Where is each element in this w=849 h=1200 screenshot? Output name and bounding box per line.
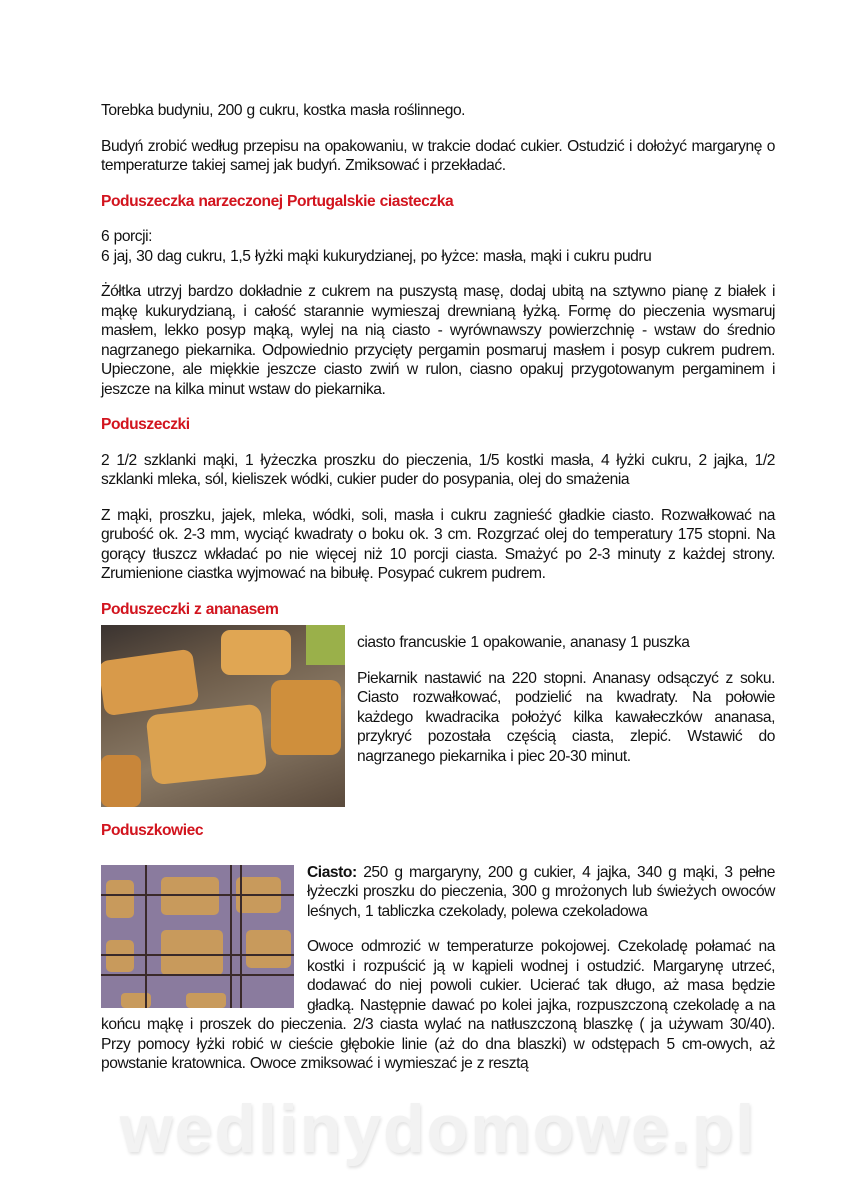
pineapple-pastry-photo: [101, 625, 345, 807]
recipe-row: [101, 625, 775, 807]
document: [101, 101, 775, 1166]
recipe-title: Poduszeczka narzeczonej Portugalskie ciasteczka: [101, 192, 454, 210]
watermark: wedlinydomowe.pl: [119, 1090, 757, 1167]
ingredients-text: 250 g margaryny, 200 g cukier, 4 jajka, 340 g mąki, 3 pełne łyżeczki proszku do pieczenia, 300 g mrożonych lub świeżych owoców leśnych, 1 tabliczka czekolady, polewa czekoladowa: [307, 863, 775, 920]
ingredients-label: Ciasto:: [307, 863, 357, 881]
recipe-title: Poduszeczki z ananasem: [101, 600, 279, 618]
recipe-body: [101, 863, 775, 1090]
recipe-servings: 6 porcji:: [101, 228, 153, 245]
recipe-ingredients: 6 jaj, 30 dag cukru, 1,5 łyżki mąki kukurydzianej, po łyżce: masła, mąki i cukru pudru: [101, 247, 652, 265]
recipe-method: Z mąki, proszku, jajek, mleka, wódki, soli, masła i cukru zagnieść gładkie ciasto. Rozwałkować na grubość ok. 2-3 mm, wyciąć kwadraty o boku ok. 3 cm. Rozgrzać olej do temperatury 175 stopni. Na gorący tłuszcz wkładać po nie więcej niż 10 porcji ciasta. Smażyć po 2-3 minuty z każdej strony. Zrumienione ciastka wyjmować na bibułę. Posypać cukrem pudrem.: [101, 506, 775, 582]
pastry-illustration: [101, 625, 345, 807]
poduszkowiec-cake-photo: [101, 865, 294, 1008]
recipe-ingredients: ciasto francuskie 1 opakowanie, ananasy 1 puszka: [357, 634, 690, 651]
recipe-text: [357, 625, 775, 766]
recipe-title: Poduszeczki: [101, 416, 190, 433]
intro-method: Budyń zrobić według przepisu na opakowaniu, w trakcie dodać cukier. Ostudzić i dołożyć margarynę o temperaturze takiej samej jak budyń. Zmiksować i przekładać.: [101, 137, 775, 174]
recipe-method: Owoce odmrozić w temperaturze pokojowej. Czekoladę połamać na kostki i rozpuścić ją w kąpieli wodnej i ostudzić. Margarynę utrzeć, dodawać do niej powoli cukier. Ucierać tak długo, aż masa będzie gładką. Następnie dawać po kolei jajka, rozpuszczoną czekoladę a na końcu mąkę i proszek do pieczenia. 2/3 ciasta wylać na natłuszczoną blaszkę ( ja używam 30/40). Przy pomocy łyżki robić w cieście głębokie linie (aż do dna blaszki) w odstępach 5 cm-owych, aż powstanie kratownica. Owoce zmiksować i wymieszać je z resztą: [101, 938, 775, 1072]
intro-ingredients: Torebka budyniu, 200 g cukru, kostka masła roślinnego.: [101, 102, 466, 119]
recipe-ingredients: 2 1/2 szklanki mąki, 1 łyżeczka proszku do pieczenia, 1/5 kostki masła, 4 łyżki cukru, 2 jajka, 1/2 szklanki mleka, sól, kieliszek wódki, cukier puder do posypania, olej do smażenia: [101, 451, 775, 488]
cake-illustration: [101, 865, 294, 1008]
recipe-method: Piekarnik nastawić na 220 stopni. Ananasy odsączyć z soku. Ciasto rozwałkować, podzielić na kwadraty. Na połowie każdego kwadracika położyć kilka kawałeczków ananasa, przykryć pozostała częścią ciasta, zlepić. Wstawić do nagrzanego piekarnika i piec 20-30 minut.: [357, 669, 775, 765]
recipe-title: Poduszkowiec: [101, 822, 204, 839]
recipe-method: Żółtka utrzyj bardzo dokładnie z cukrem na puszystą masę, dodaj ubitą na sztywno pianę z białek i mąkę kukurydzianą, i całość starannie wymieszaj drewnianą łyżką. Formę do pieczenia wysmaruj masłem, lekko posyp mąką, wylej na nią ciasto - wyrównawszy powierzchnię - wstaw do średnio nagrzanego piekarnika. Odpowiednio przycięty pergamin posmaruj masłem i posyp cukrem pudrem. Upieczone, ale miękkie jeszcze ciasto zwiń w rulon, ciasno opakuj przygotowanym pergaminem i jeszcze na kilka minut wstaw do piekarnika.: [101, 283, 775, 398]
